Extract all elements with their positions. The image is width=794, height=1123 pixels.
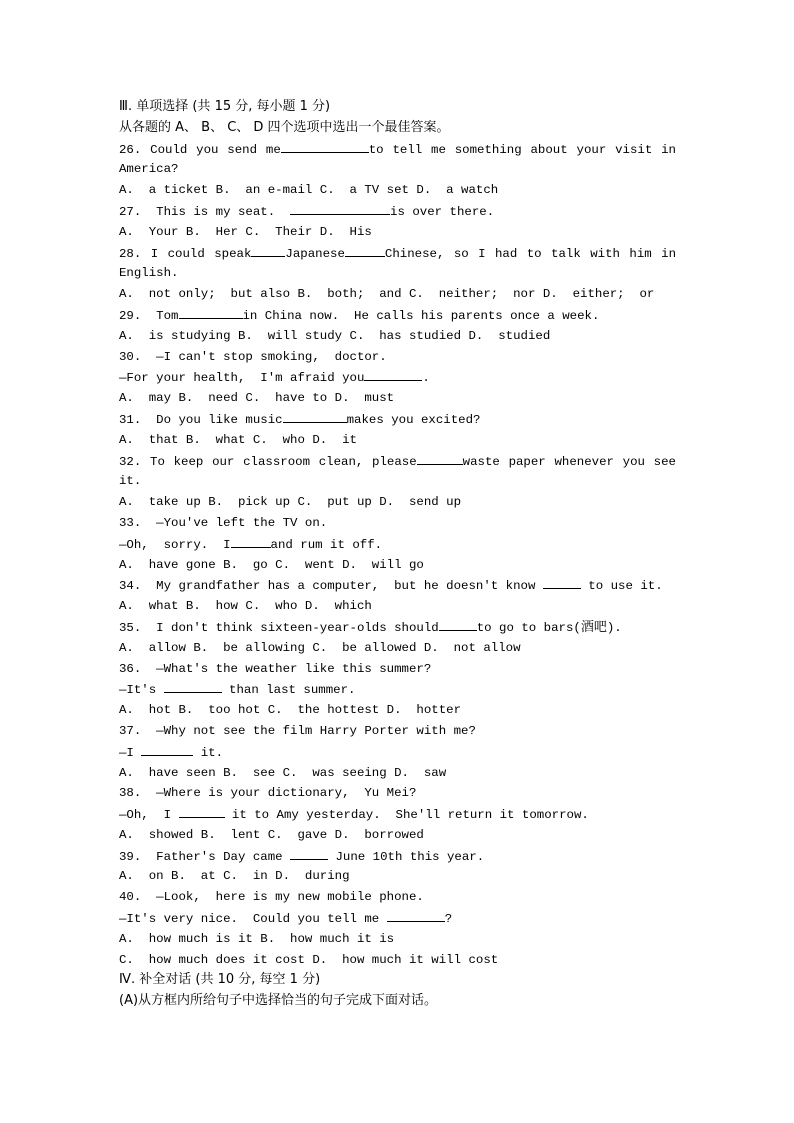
answer-blank <box>251 243 285 257</box>
answer-blank <box>417 451 463 465</box>
question-38-stem-cont: —Oh, I it to Amy yesterday. She'll return it tomorrow. <box>119 804 676 825</box>
question-26-stem: 26. Could you send me to tell me something about your visit in <box>119 139 676 160</box>
answer-blank <box>179 804 225 818</box>
question-36-options: A. hot B. too hot C. the hottest D. hotter <box>119 703 462 718</box>
question-32-stem: 32. To keep our classroom clean, please waste paper whenever you see <box>119 451 676 472</box>
answer-blank <box>141 742 193 756</box>
question-40-options-cont: C. how much does it cost D. how much it will cost <box>119 952 499 967</box>
answer-blank <box>179 305 243 319</box>
question-29-stem: 29. Tom in China now. He calls his parents once a week. <box>119 305 676 326</box>
answer-blank <box>290 201 390 215</box>
question-35-stem: 35. I don't think sixteen-year-olds should to go to bars(酒吧). <box>119 617 676 638</box>
question-33-stem-cont: —Oh, sorry. I and rum it off. <box>119 534 676 555</box>
question-37-stem-cont: —I it. <box>119 742 676 763</box>
question-31-stem: 31. Do you like music makes you excited? <box>119 409 676 430</box>
question-37-stem: 37. —Why not see the film Harry Porter with me? <box>119 723 476 738</box>
question-31-options: A. that B. what C. who D. it <box>119 432 357 447</box>
question-33-stem: 33. —You've left the TV on. <box>119 515 328 530</box>
question-38-options: A. showed B. lent C. gave D. borrowed <box>119 827 424 842</box>
question-28-stem: 28. I could speak Japanese Chinese, so I had to talk with him in <box>119 243 676 264</box>
answer-blank <box>364 367 422 381</box>
question-30-stem: 30. —I can't stop smoking, doctor. <box>119 349 387 364</box>
question-30-stem-cont: —For your health, I'm afraid you . <box>119 367 676 388</box>
question-40-stem: 40. —Look, here is my new mobile phone. <box>119 890 424 905</box>
question-27-stem: 27. This is my seat. is over there. <box>119 201 676 222</box>
section-4-instruction: (A)从方框内所给句子中选择恰当的句子完成下面对话。 <box>119 993 438 1009</box>
question-28-stem-cont: English. <box>119 266 179 281</box>
question-35-options: A. allow B. be allowing C. be allowed D. not allow <box>119 640 521 655</box>
question-36-stem-cont: —It's than last summer. <box>119 679 676 700</box>
question-28-options: A. not only; but also B. both; and C. neither; nor D. either; or <box>119 287 655 302</box>
answer-blank <box>281 139 369 153</box>
question-34-options: A. what B. how C. who D. which <box>119 599 372 614</box>
section-3-heading: Ⅲ. 单项选择 (共 15 分, 每小题 1 分) <box>119 99 331 114</box>
question-26-stem-cont: America? <box>119 162 179 177</box>
answer-blank <box>543 575 581 589</box>
answer-blank <box>290 846 328 860</box>
question-33-options: A. have gone B. go C. went D. will go <box>119 557 424 572</box>
question-39-options: A. on B. at C. in D. during <box>119 869 350 884</box>
question-29-options: A. is studying B. will study C. has studied D. studied <box>119 328 551 343</box>
question-37-options: A. have seen B. see C. was seeing D. saw <box>119 765 447 780</box>
answer-blank <box>231 534 271 548</box>
question-40-stem-cont: —It's very nice. Could you tell me ? <box>119 908 676 929</box>
document-page <box>119 97 676 1012</box>
answer-blank <box>387 908 445 922</box>
question-27-options: A. Your B. Her C. Their D. His <box>119 224 372 239</box>
section-3-instruction: 从各题的 A、 B、 C、 D 四个选项中选出一个最佳答案。 <box>119 119 450 135</box>
section-4-heading: Ⅳ. 补全对话 (共 10 分, 每空 1 分) <box>119 972 321 988</box>
answer-blank <box>345 243 385 257</box>
question-38-stem: 38. —Where is your dictionary, Yu Mei? <box>119 786 417 801</box>
question-30-options: A. may B. need C. have to D. must <box>119 391 395 406</box>
question-26-options: A. a ticket B. an e-mail C. a TV set D. a watch <box>119 183 499 198</box>
question-40-options: A. how much is it B. how much it is <box>119 931 395 946</box>
question-36-stem: 36. —What's the weather like this summer? <box>119 661 432 676</box>
question-39-stem: 39. Father's Day came June 10th this year. <box>119 846 676 867</box>
answer-blank <box>164 679 222 693</box>
question-32-options: A. take up B. pick up C. put up D. send up <box>119 495 462 510</box>
answer-blank <box>439 617 477 631</box>
answer-blank <box>283 409 347 423</box>
question-32-stem-cont: it. <box>119 474 142 489</box>
question-34-stem: 34. My grandfather has a computer, but he doesn't know to use it. <box>119 575 676 596</box>
